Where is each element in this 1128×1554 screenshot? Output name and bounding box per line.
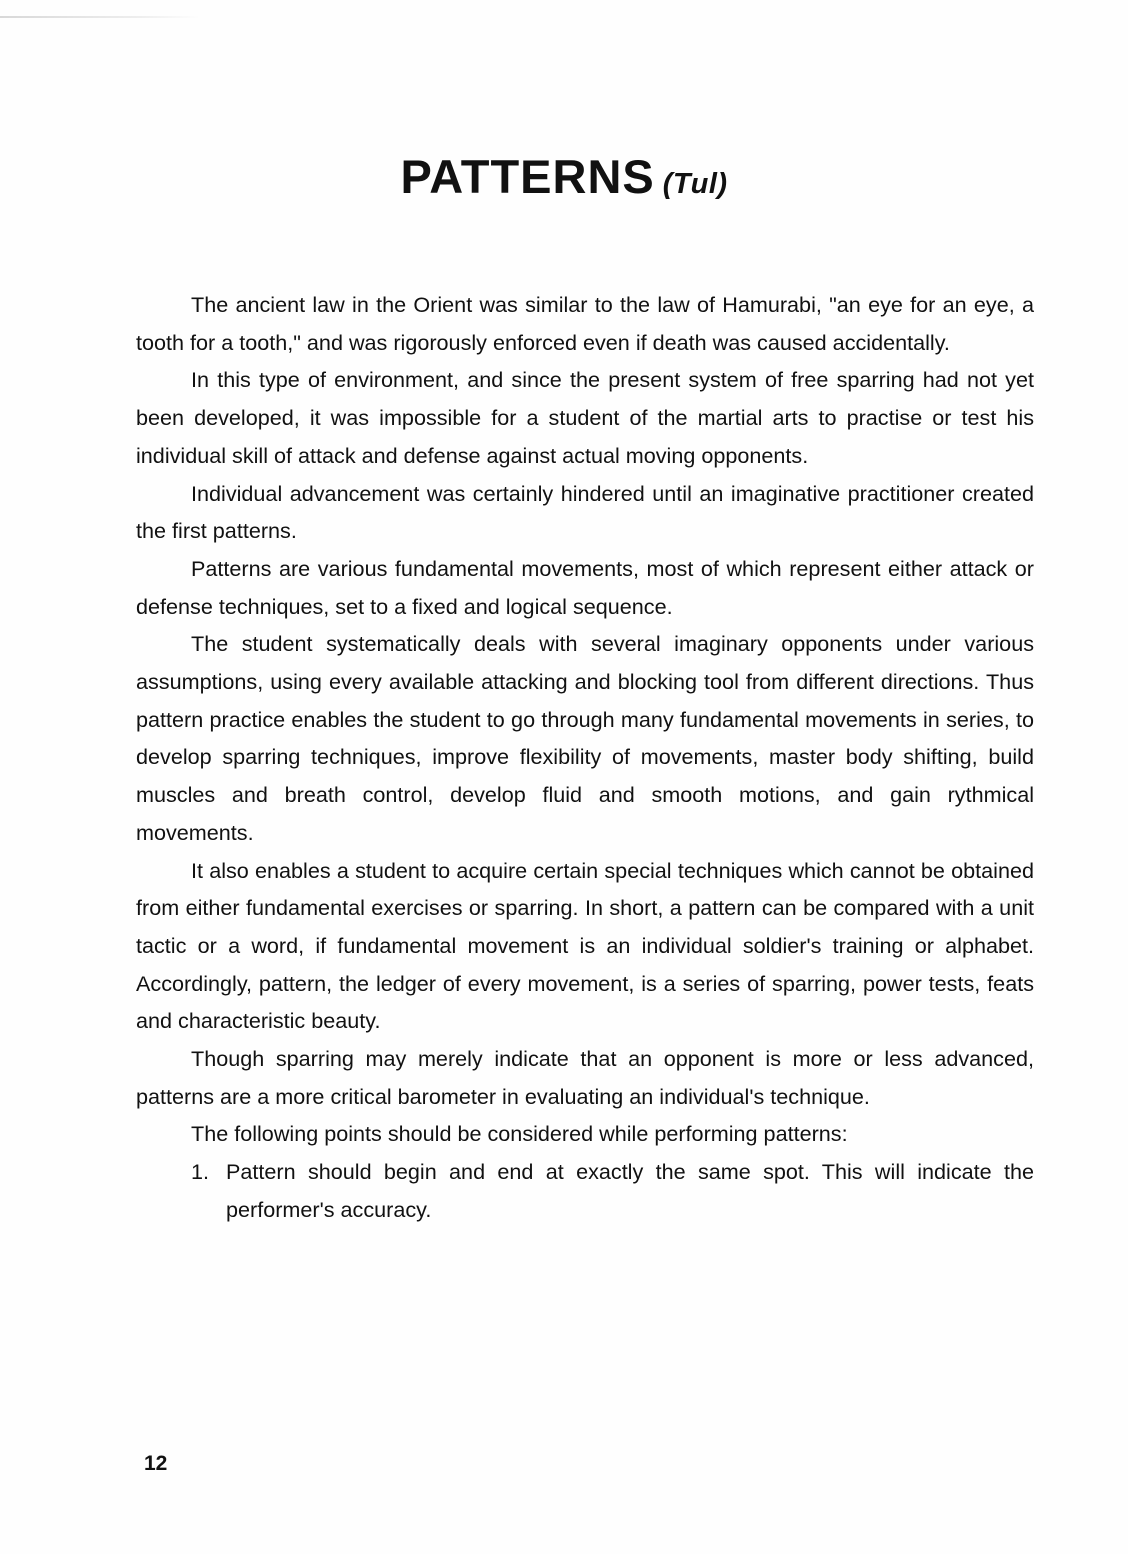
paragraph-3: Individual advancement was certainly hindered until an imaginative practitioner created the first patterns. xyxy=(136,480,1034,544)
paragraph-2: In this type of environment, and since the present system of free sparring had not yet been developed, it was impossible for a student of the martial arts to practise or test his individual skill of attack and defense against actual moving opponents. xyxy=(136,367,1034,468)
list-item-text: Pattern should begin and end at exactly the same spot. This will indicate the performer's accuracy. xyxy=(226,1159,1034,1222)
paragraph-5: The student systematically deals with several imaginary opponents under various assumptions, using every available attacking and blocking tool from different directions. Thus pattern practice enables the student to go through many fundamental movements in series, to develop sparring techniques, improve flexibility of movements, master body shifting, build muscles and breath control, develop fluid and smooth motions, and gain rythmical movements. xyxy=(136,631,1034,845)
page-title xyxy=(0,142,1128,219)
page-number: 12 xyxy=(144,1452,168,1475)
list-item-number: 1. xyxy=(191,1159,210,1185)
title-main: PATTERNS xyxy=(400,150,655,203)
paragraph-6: It also enables a student to acquire certain special techniques which cannot be obtained from either fundamental exercises or sparring. In short, a pattern can be compared with a unit tactic or a word, if fundamental movement is an individual soldier's training or alphabet. Accordingly, pattern, the ledger of every movement, is a series of sparring, power tests, feats and characteristic beauty. xyxy=(136,857,1034,1034)
paragraph-1: The ancient law in the Orient was similar to the law of Hamurabi, "an eye for an eye, a tooth for a tooth," and was rigorously enforced even if death was caused accidentally. xyxy=(136,292,1034,355)
scan-artifact xyxy=(0,16,200,18)
paragraph-8: The following points should be considered while performing patterns: xyxy=(191,1121,848,1147)
body-text xyxy=(136,286,1034,1229)
title-subtitle: (Tul) xyxy=(662,168,728,200)
list-item xyxy=(136,1153,1034,1228)
paragraph-4: Patterns are various fundamental movements, most of which represent either attack or defense techniques, set to a fixed and logical sequence. xyxy=(136,555,1034,619)
paragraph-7: Though sparring may merely indicate that an opponent is more or less advanced, patterns are a more critical barometer in evaluating an individual's technique. xyxy=(136,1046,1034,1109)
